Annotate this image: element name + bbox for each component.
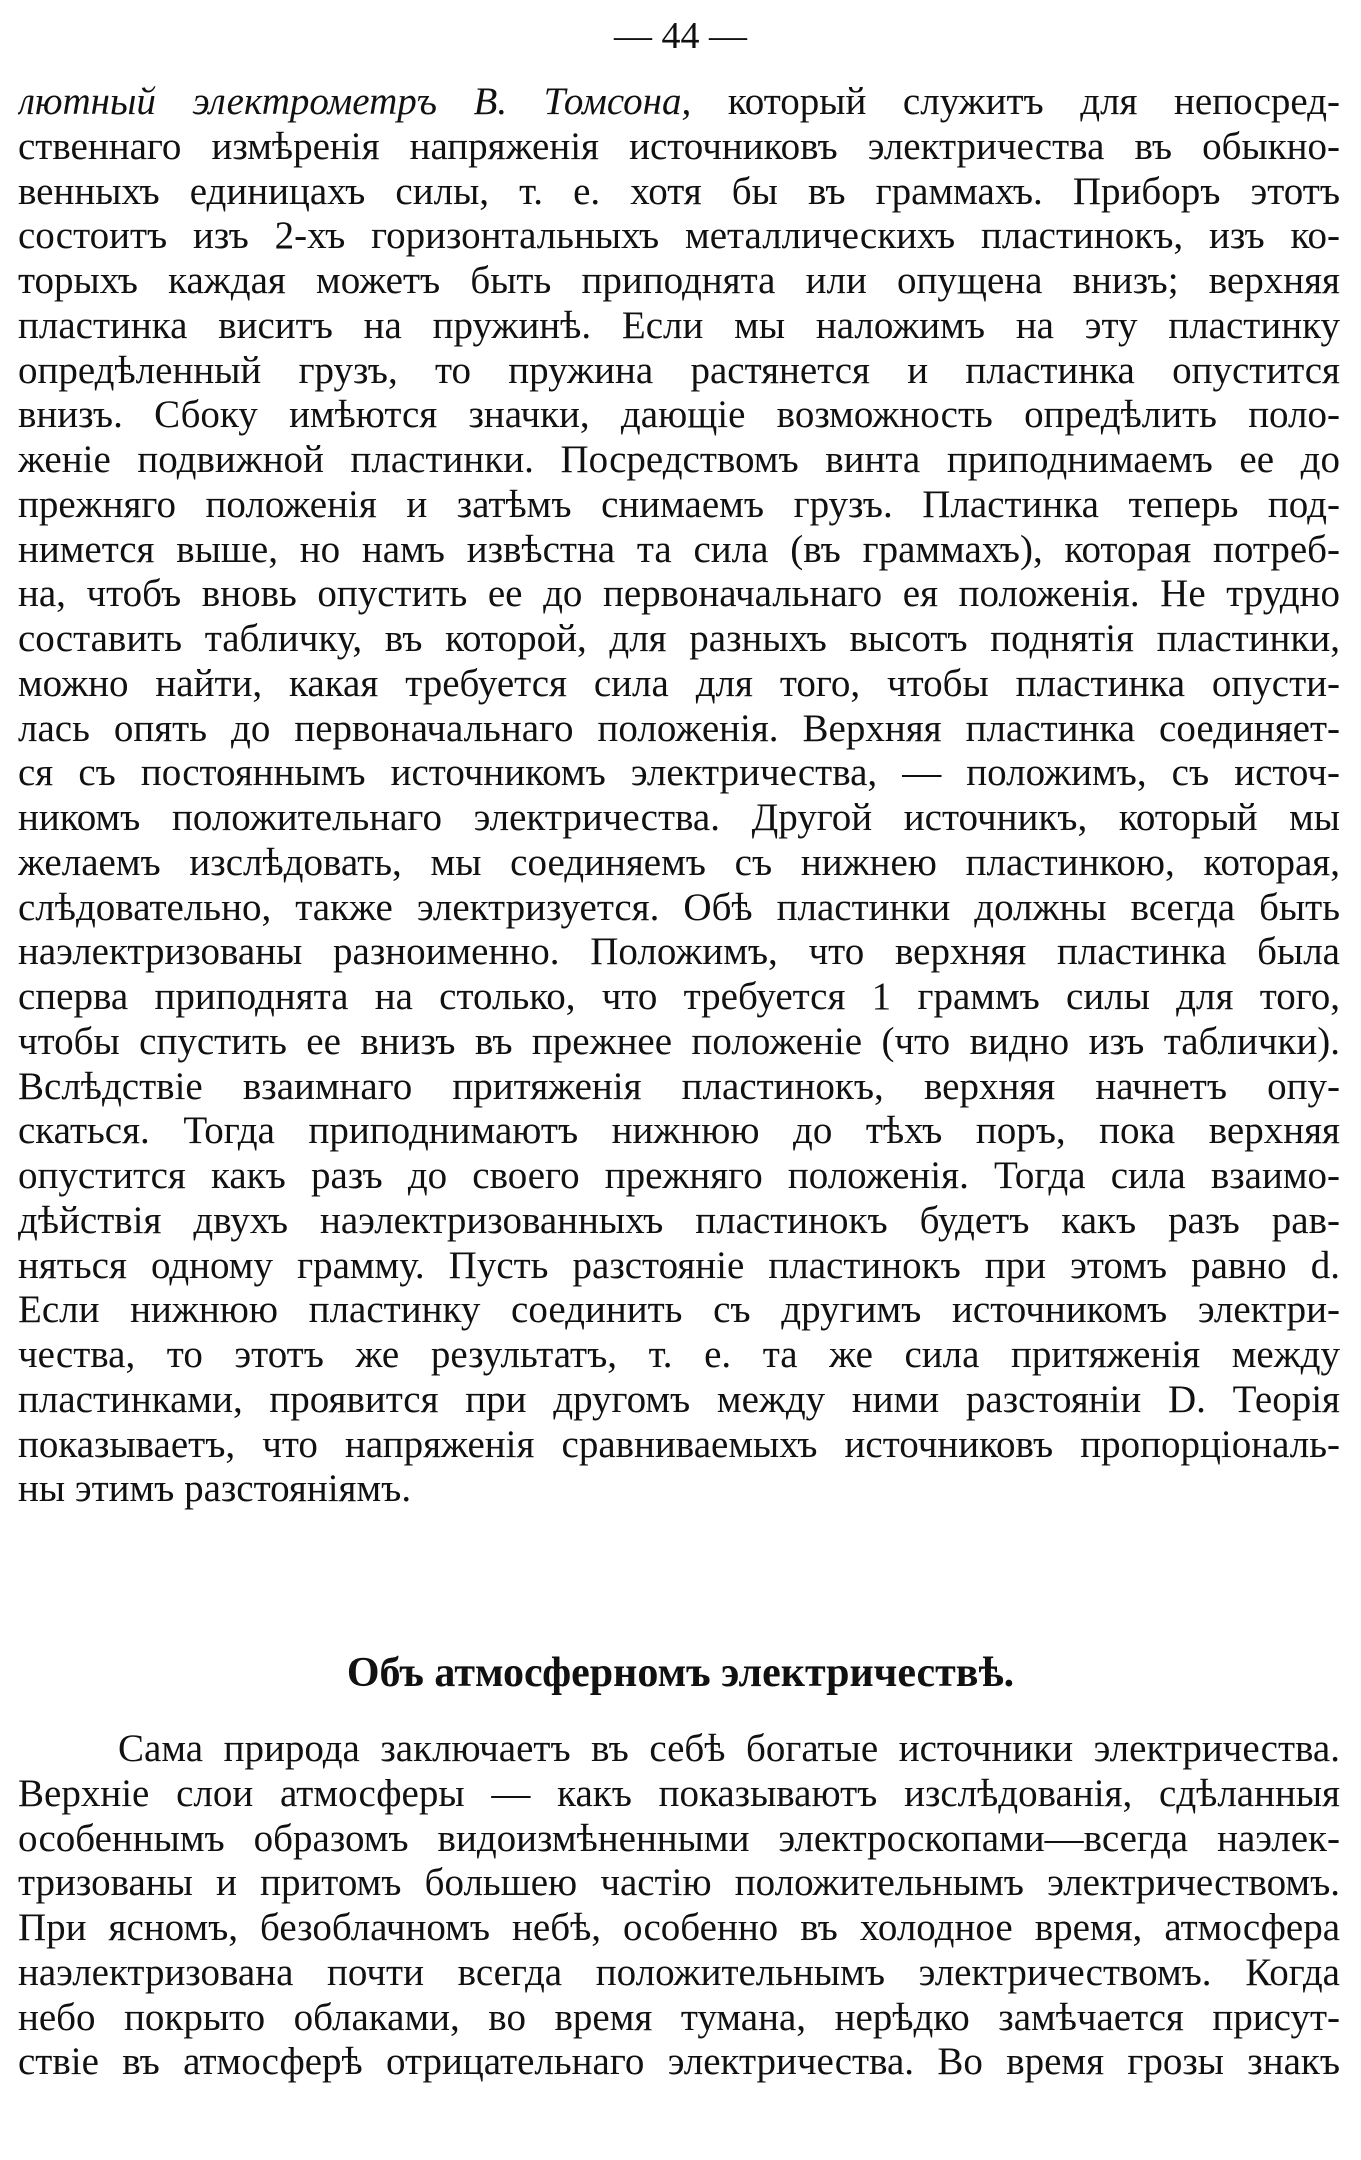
text-line: чества, то этотъ же результатъ, т. е. та же сила притяженія между [18, 1333, 1340, 1376]
text-line: небо покрыто облаками, во время тумана, нерѣдко замѣчается присут- [18, 1995, 1340, 2039]
text-line: на, чтобъ вновь опустить ее до первоначальнаго ея положенія. Не трудно [18, 572, 1340, 616]
text-line [18, 80, 1340, 125]
italic-lead: лютный электрометръ В. Томсона, [18, 80, 692, 123]
text-line: ственнаго измѣренія напряженія источниковъ электричества въ обыкно- [18, 124, 1340, 168]
text-line: наэлектризованы разноименно. Положимъ, что верхняя пластинка была [18, 930, 1340, 974]
text-line: наэлектризована почти всегда положительнымъ электричествомъ. Когда [18, 1950, 1340, 1994]
text-line: тризованы и притомъ большею частію положительнымъ электричествомъ. [18, 1861, 1340, 1905]
section-heading: Объ атмосферномъ электричествѣ. [346, 1650, 1015, 1696]
text-line: няться одному грамму. Пусть разстояніе пластинокъ при этомъ равно d. [18, 1243, 1340, 1287]
page-number: — 44 — [614, 15, 747, 57]
text-line: торыхъ каждая можетъ быть приподнята или опущена внизъ; верхняя [18, 259, 1340, 302]
text-line: женіе подвижной пластинки. Посредствомъ винта приподнимаемъ ее до [18, 438, 1340, 481]
text-line: ся съ постояннымъ источникомъ электричества, — положимъ, съ источ- [18, 751, 1340, 795]
text-line: нимется выше, но намъ извѣстна та сила (въ граммахъ), которая потреб- [18, 527, 1340, 571]
text-line: составить табличку, въ которой, для разныхъ высотъ поднятія пластинки, [18, 617, 1340, 660]
text-line: прежняго положенія и затѣмъ снимаемъ грузъ. Пластинка теперь под- [18, 482, 1340, 526]
text-line: венныхъ единицахъ силы, т. е. хотя бы въ граммахъ. Приборъ этотъ [18, 169, 1340, 213]
text-line: внизъ. Сбоку имѣются значки, дающіе возможность опредѣлить поло- [18, 393, 1340, 437]
text-line: Вслѣдствіе взаимнаго притяженія пластинокъ, верхняя начнетъ опу- [18, 1064, 1340, 1108]
text-line: Если нижнюю пластинку соединить съ другимъ источникомъ электри- [18, 1288, 1340, 1332]
text-line: ны этимъ разстояніямъ. [18, 1467, 412, 1511]
text-line: можно найти, какая требуется сила для того, чтобы пластинка опусти- [18, 661, 1340, 705]
text-line: сперва приподнята на столько, что требуется 1 граммъ силы для того, [18, 975, 1340, 1018]
line-rest: который служитъ для непосред- [691, 80, 1340, 123]
text-line: пластинками, проявится при другомъ между ними разстояніи D. Теорія [18, 1377, 1340, 1421]
text-line: ствіе въ атмосферѣ отрицательнаго электричества. Во время грозы знакъ [18, 2040, 1340, 2084]
text-line: лась опять до первоначальнаго положенія. Верхняя пластинка соединяет- [18, 706, 1340, 750]
text-line: Сама природа заключаетъ въ себѣ богатые источники электричества. [118, 1727, 1340, 1770]
paragraph-atmospheric [18, 1727, 1340, 2085]
text-line: скаться. Тогда приподнимаютъ нижнюю до тѣхъ поръ, пока верхняя [18, 1109, 1340, 1153]
text-line: Верхніе слои атмосферы — какъ показываютъ изслѣдованія, сдѣланныя [18, 1771, 1340, 1815]
text-line: чтобы спустить ее внизъ въ прежнее положеніе (что видно изъ таблички). [18, 1019, 1340, 1063]
text-line: дѣйствія двухъ наэлектризованныхъ пластинокъ будетъ какъ разъ рав- [18, 1198, 1340, 1242]
text-line: При ясномъ, безоблачномъ небѣ, особенно въ холодное время, атмосфера [18, 1906, 1340, 1949]
text-line: показываетъ, что напряженія сравниваемыхъ источниковъ пропорціональ- [18, 1422, 1340, 1466]
text-line: желаемъ изслѣдовать, мы соединяемъ съ нижнею пластинкою, которая, [18, 840, 1340, 884]
text-line: опустится какъ разъ до своего прежняго положенія. Тогда сила взаимо- [18, 1154, 1340, 1197]
text-line: опредѣленный грузъ, то пружина растянется и пластинка опустится [18, 348, 1340, 392]
text-line: слѣдовательно, также электризуется. Обѣ пластинки должны всегда быть [18, 885, 1340, 929]
text-line: никомъ положительнаго электричества. Другой источникъ, который мы [18, 796, 1340, 839]
text-line: состоитъ изъ 2-хъ горизонтальныхъ металлическихъ пластинокъ, изъ ко- [18, 214, 1340, 258]
text-line: пластинка виситъ на пружинѣ. Если мы наложимъ на эту пластинку [18, 303, 1340, 347]
paragraph-electrometer [18, 80, 1340, 1512]
text-line: особеннымъ образомъ видоизмѣненными электроскопами—всегда наэлек- [18, 1816, 1340, 1860]
